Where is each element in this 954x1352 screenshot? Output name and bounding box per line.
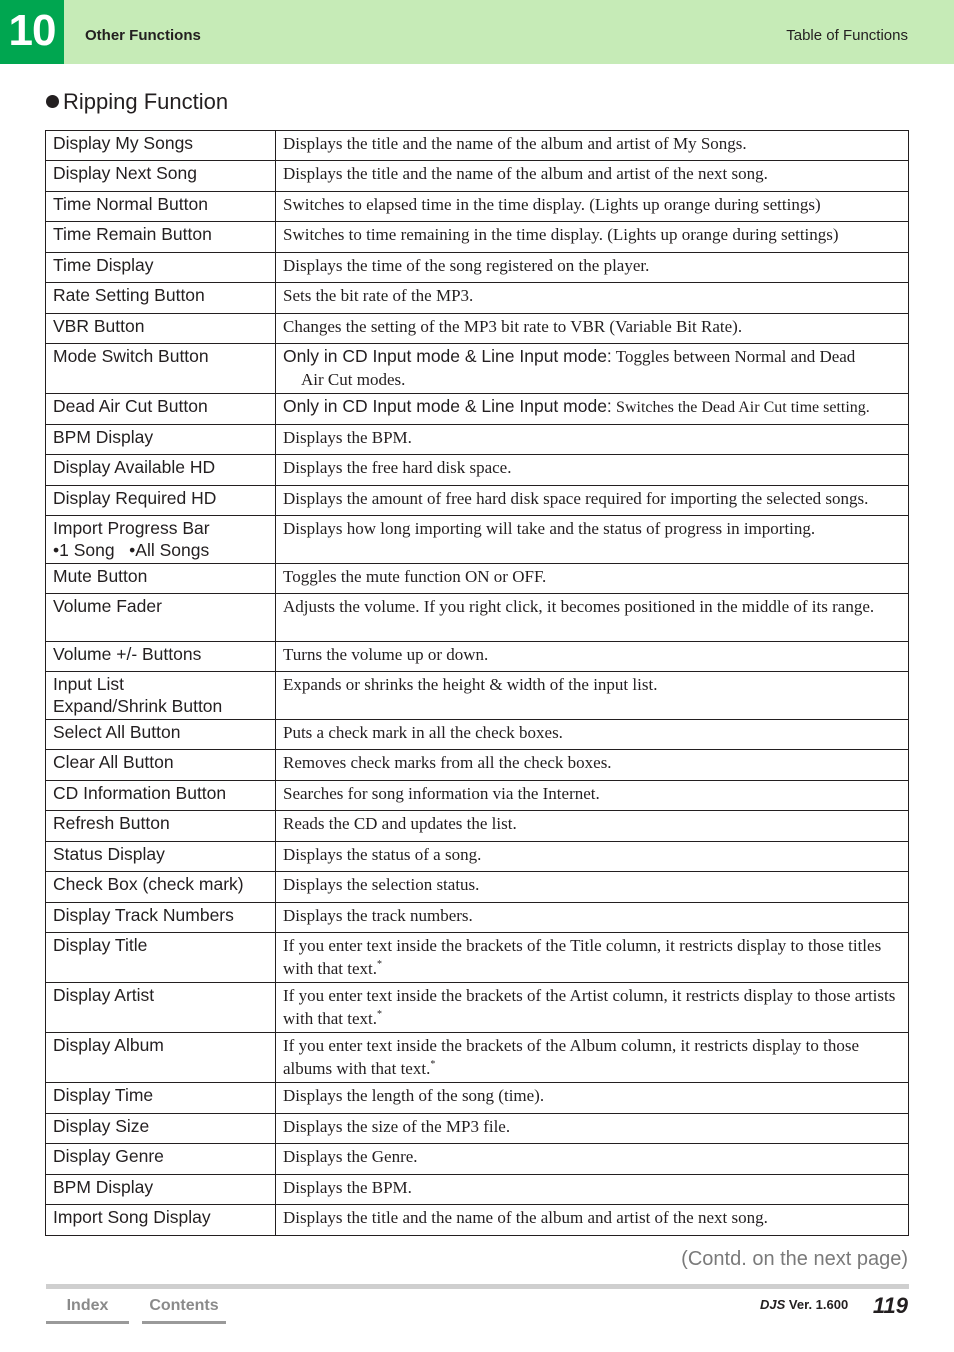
footer-divider — [46, 1284, 909, 1289]
table-row — [46, 516, 909, 564]
function-name: Volume Fader — [46, 594, 276, 642]
table-row — [46, 1144, 909, 1175]
function-description: Displays the length of the song (time). — [276, 1083, 909, 1114]
function-name: Display Album — [46, 1033, 276, 1083]
function-name: Check Box (check mark) — [46, 872, 276, 903]
function-description: Switches to time remaining in the time display. (Lights up orange during settings) — [276, 222, 909, 253]
function-name: Time Remain Button — [46, 222, 276, 253]
function-name: Status Display — [46, 842, 276, 872]
function-name — [46, 672, 276, 720]
table-row — [46, 933, 909, 983]
footnote-marker: * — [376, 1009, 382, 1020]
footnote-marker: * — [430, 1059, 436, 1070]
function-description — [276, 394, 909, 425]
function-name: VBR Button — [46, 314, 276, 344]
function-name-options: •1 Song •All Songs — [53, 540, 210, 560]
version-number: Ver. 1.600 — [788, 1297, 849, 1312]
function-description: Expands or shrinks the height & width of the input list. — [276, 672, 909, 720]
function-description: Displays the BPM. — [276, 425, 909, 455]
function-name: Display Size — [46, 1114, 276, 1144]
contents-link[interactable]: Contents — [142, 1296, 226, 1324]
function-name: Volume +/- Buttons — [46, 642, 276, 672]
table-row — [46, 394, 909, 425]
function-name: Display Next Song — [46, 161, 276, 192]
continued-note: (Contd. on the next page) — [681, 1248, 908, 1270]
function-name: Display Available HD — [46, 455, 276, 486]
functions-table — [45, 130, 909, 1236]
function-name: Display My Songs — [46, 131, 276, 161]
function-name: Import Song Display — [46, 1205, 276, 1236]
mode-condition-text: Only in CD Input mode & Line Input mode: — [283, 396, 612, 416]
function-name: BPM Display — [46, 425, 276, 455]
function-description: Switches to elapsed time in the time display. (Lights up orange during settings) — [276, 192, 909, 222]
function-name: Dead Air Cut Button — [46, 394, 276, 425]
table-row — [46, 811, 909, 842]
function-description: Sets the bit rate of the MP3. — [276, 283, 909, 314]
function-name: Time Display — [46, 253, 276, 283]
function-name: Rate Setting Button — [46, 283, 276, 314]
table-row — [46, 1083, 909, 1114]
table-row — [46, 750, 909, 781]
table-row — [46, 192, 909, 222]
description-text: Switches the Dead Air Cut time setting. — [616, 399, 870, 416]
black-circle-icon — [46, 95, 59, 108]
table-row — [46, 594, 909, 642]
function-name: BPM Display — [46, 1175, 276, 1205]
table-row — [46, 344, 909, 394]
table-row — [46, 253, 909, 283]
version-label — [760, 1297, 848, 1312]
table-row — [46, 222, 909, 253]
function-name: CD Information Button — [46, 781, 276, 811]
page-number: 119 — [872, 1293, 908, 1318]
function-description: Removes check marks from all the check boxes. — [276, 750, 909, 781]
function-description: Displays the title and the name of the album and artist of the next song. — [276, 1205, 909, 1236]
table-row — [46, 131, 909, 161]
table-row — [46, 842, 909, 872]
section-title: Table of Functions — [786, 27, 908, 44]
table-row — [46, 564, 909, 594]
function-description — [276, 1033, 909, 1083]
table-row — [46, 1033, 909, 1083]
function-name-line: Import Progress Bar — [53, 518, 210, 538]
function-name: Clear All Button — [46, 750, 276, 781]
function-description: Displays the free hard disk space. — [276, 455, 909, 486]
function-description: Puts a check mark in all the check boxes. — [276, 720, 909, 750]
table-row — [46, 486, 909, 516]
table-row — [46, 872, 909, 903]
function-description: Changes the setting of the MP3 bit rate to VBR (Variable Bit Rate). — [276, 314, 909, 344]
function-name: Display Required HD — [46, 486, 276, 516]
function-name: Refresh Button — [46, 811, 276, 842]
table-row — [46, 983, 909, 1033]
mode-condition-text: Only in CD Input mode & Line Input mode: — [283, 346, 612, 366]
function-description: Displays the track numbers. — [276, 903, 909, 933]
function-description: Searches for song information via the Internet. — [276, 781, 909, 811]
function-name: Time Normal Button — [46, 192, 276, 222]
function-name: Display Artist — [46, 983, 276, 1033]
table-row — [46, 161, 909, 192]
function-name: Mode Switch Button — [46, 344, 276, 394]
function-description: Turns the volume up or down. — [276, 642, 909, 672]
function-description: Displays the BPM. — [276, 1175, 909, 1205]
function-description — [276, 933, 909, 983]
function-name-line: Expand/Shrink Button — [53, 696, 223, 716]
table-row — [46, 1175, 909, 1205]
function-description: Adjusts the volume. If you right click, it becomes positioned in the middle of its range. — [276, 594, 909, 642]
function-name: Display Time — [46, 1083, 276, 1114]
function-description: Displays how long importing will take and the status of progress in importing. — [276, 516, 909, 564]
function-description: Displays the time of the song registered on the player. — [276, 253, 909, 283]
description-text: If you enter text inside the brackets of the Artist column, it restricts display to those artists with that text. — [283, 986, 896, 1028]
table-row — [46, 425, 909, 455]
product-name: DJS — [760, 1297, 786, 1312]
table-row — [46, 314, 909, 344]
function-name-line: Input List — [53, 674, 125, 694]
function-description — [276, 983, 909, 1033]
chapter-number-badge: 10 — [0, 0, 64, 64]
function-description: Displays the size of the MP3 file. — [276, 1114, 909, 1144]
table-row — [46, 903, 909, 933]
description-continuation: Air Cut modes. — [301, 370, 406, 389]
function-description: Displays the selection status. — [276, 872, 909, 903]
function-name: Display Genre — [46, 1144, 276, 1175]
index-link[interactable]: Index — [46, 1296, 129, 1324]
page-header — [0, 0, 954, 64]
section-heading-text: Ripping Function — [63, 89, 229, 114]
description-text: Toggles between Normal and Dead — [615, 347, 856, 366]
table-row — [46, 1205, 909, 1236]
function-name — [46, 516, 276, 564]
function-description: Reads the CD and updates the list. — [276, 811, 909, 842]
table-row — [46, 672, 909, 720]
chapter-title: Other Functions — [85, 27, 201, 44]
section-heading — [46, 89, 228, 115]
function-name: Display Title — [46, 933, 276, 983]
table-row — [46, 781, 909, 811]
function-name: Select All Button — [46, 720, 276, 750]
function-description: Toggles the mute function ON or OFF. — [276, 564, 909, 594]
function-name: Display Track Numbers — [46, 903, 276, 933]
function-description: Displays the amount of free hard disk space required for importing the selected songs. — [276, 486, 909, 516]
footnote-marker: * — [376, 959, 382, 970]
function-description: Displays the Genre. — [276, 1144, 909, 1175]
function-name: Mute Button — [46, 564, 276, 594]
table-row — [46, 455, 909, 486]
function-description: Displays the title and the name of the album and artist of My Songs. — [276, 131, 909, 161]
description-text: If you enter text inside the brackets of the Album column, it restricts display to those albums with that text. — [283, 1036, 859, 1078]
table-row — [46, 1114, 909, 1144]
table-row — [46, 283, 909, 314]
function-description — [276, 344, 909, 394]
function-description: Displays the status of a song. — [276, 842, 909, 872]
description-text: If you enter text inside the brackets of the Title column, it restricts display to those titles with that text. — [283, 936, 882, 978]
table-row — [46, 642, 909, 672]
function-description: Displays the title and the name of the album and artist of the next song. — [276, 161, 909, 192]
table-row — [46, 720, 909, 750]
